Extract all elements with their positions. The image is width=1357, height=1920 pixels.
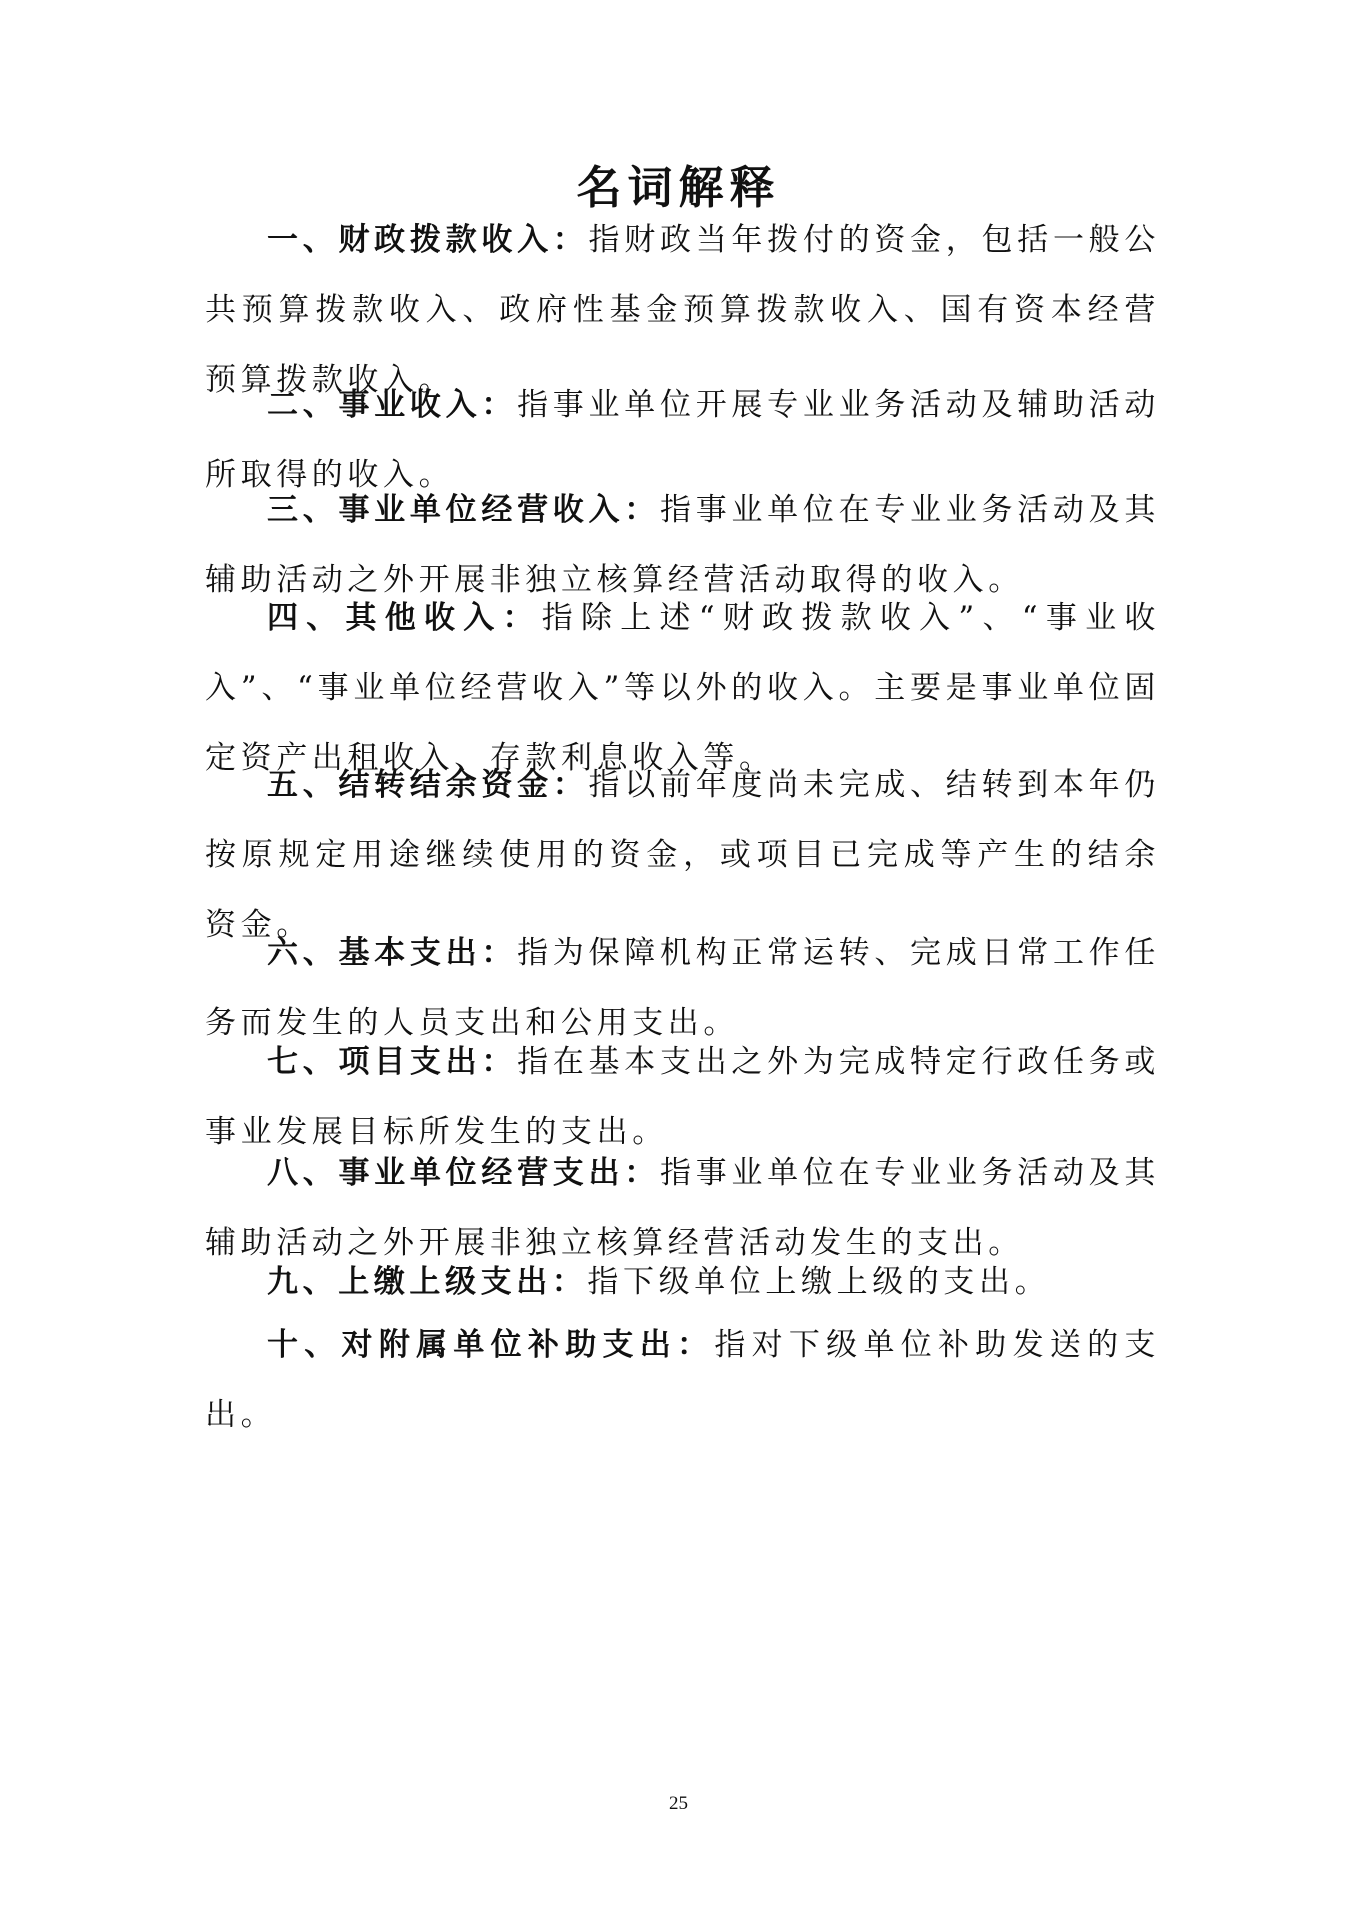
definition-term: 四、其他收入： xyxy=(267,600,542,636)
definition-term: 九、上缴上级支出： xyxy=(267,1264,588,1300)
definition-text: 指下级单位上缴上级的支出。 xyxy=(587,1264,1051,1300)
definition-term: 二、事业收入： xyxy=(267,387,518,423)
definition-term: 一、财政拨款收入： xyxy=(267,222,589,258)
definition-text: 指除上述“财政拨款收入”、“事业收入”、“事业单位经营收入”等以外的收入。主要是事业单位固定资产出租收入、存款利息收入等。 xyxy=(205,600,1160,776)
page-title: 名词解释 xyxy=(576,161,781,214)
definition-text: 指财政当年拨付的资金，包括一般公共预算拨款收入、政府性基金预算拨款收入、国有资本经营预算拨款收入。 xyxy=(205,222,1160,398)
definition-term: 三、事业单位经营收入： xyxy=(267,492,660,528)
definition-text: 指事业单位在专业业务活动及其辅助活动之外开展非独立核算经营活动取得的收入。 xyxy=(205,492,1160,598)
definition-text: 指以前年度尚未完成、结转到本年仍按原规定用途继续使用的资金，或项目已完成等产生的结余资金。 xyxy=(205,767,1160,943)
definition-entry-10 xyxy=(205,1310,1160,1450)
definition-term: 五、结转结余资金： xyxy=(267,767,589,803)
definition-text: 指事业单位在专业业务活动及其辅助活动之外开展非独立核算经营活动发生的支出。 xyxy=(205,1155,1160,1261)
definition-term: 十、对附属单位补助支出： xyxy=(267,1327,715,1363)
definition-entry-9 xyxy=(205,1247,1160,1317)
definition-text: 指为保障机构正常运转、完成日常工作任务而发生的人员支出和公用支出。 xyxy=(205,935,1160,1041)
definition-text: 指对下级单位补助发送的支出。 xyxy=(205,1327,1161,1433)
definition-term: 七、项目支出： xyxy=(267,1044,518,1080)
definition-term: 六、基本支出： xyxy=(267,935,518,971)
definition-text: 指在基本支出之外为完成特定行政任务或事业发展目标所发生的支出。 xyxy=(205,1044,1160,1150)
page-number: 25 xyxy=(669,1793,688,1814)
definition-term: 八、事业单位经营支出： xyxy=(267,1155,660,1191)
definition-text: 指事业单位开展专业业务活动及辅助活动所取得的收入。 xyxy=(205,387,1160,493)
